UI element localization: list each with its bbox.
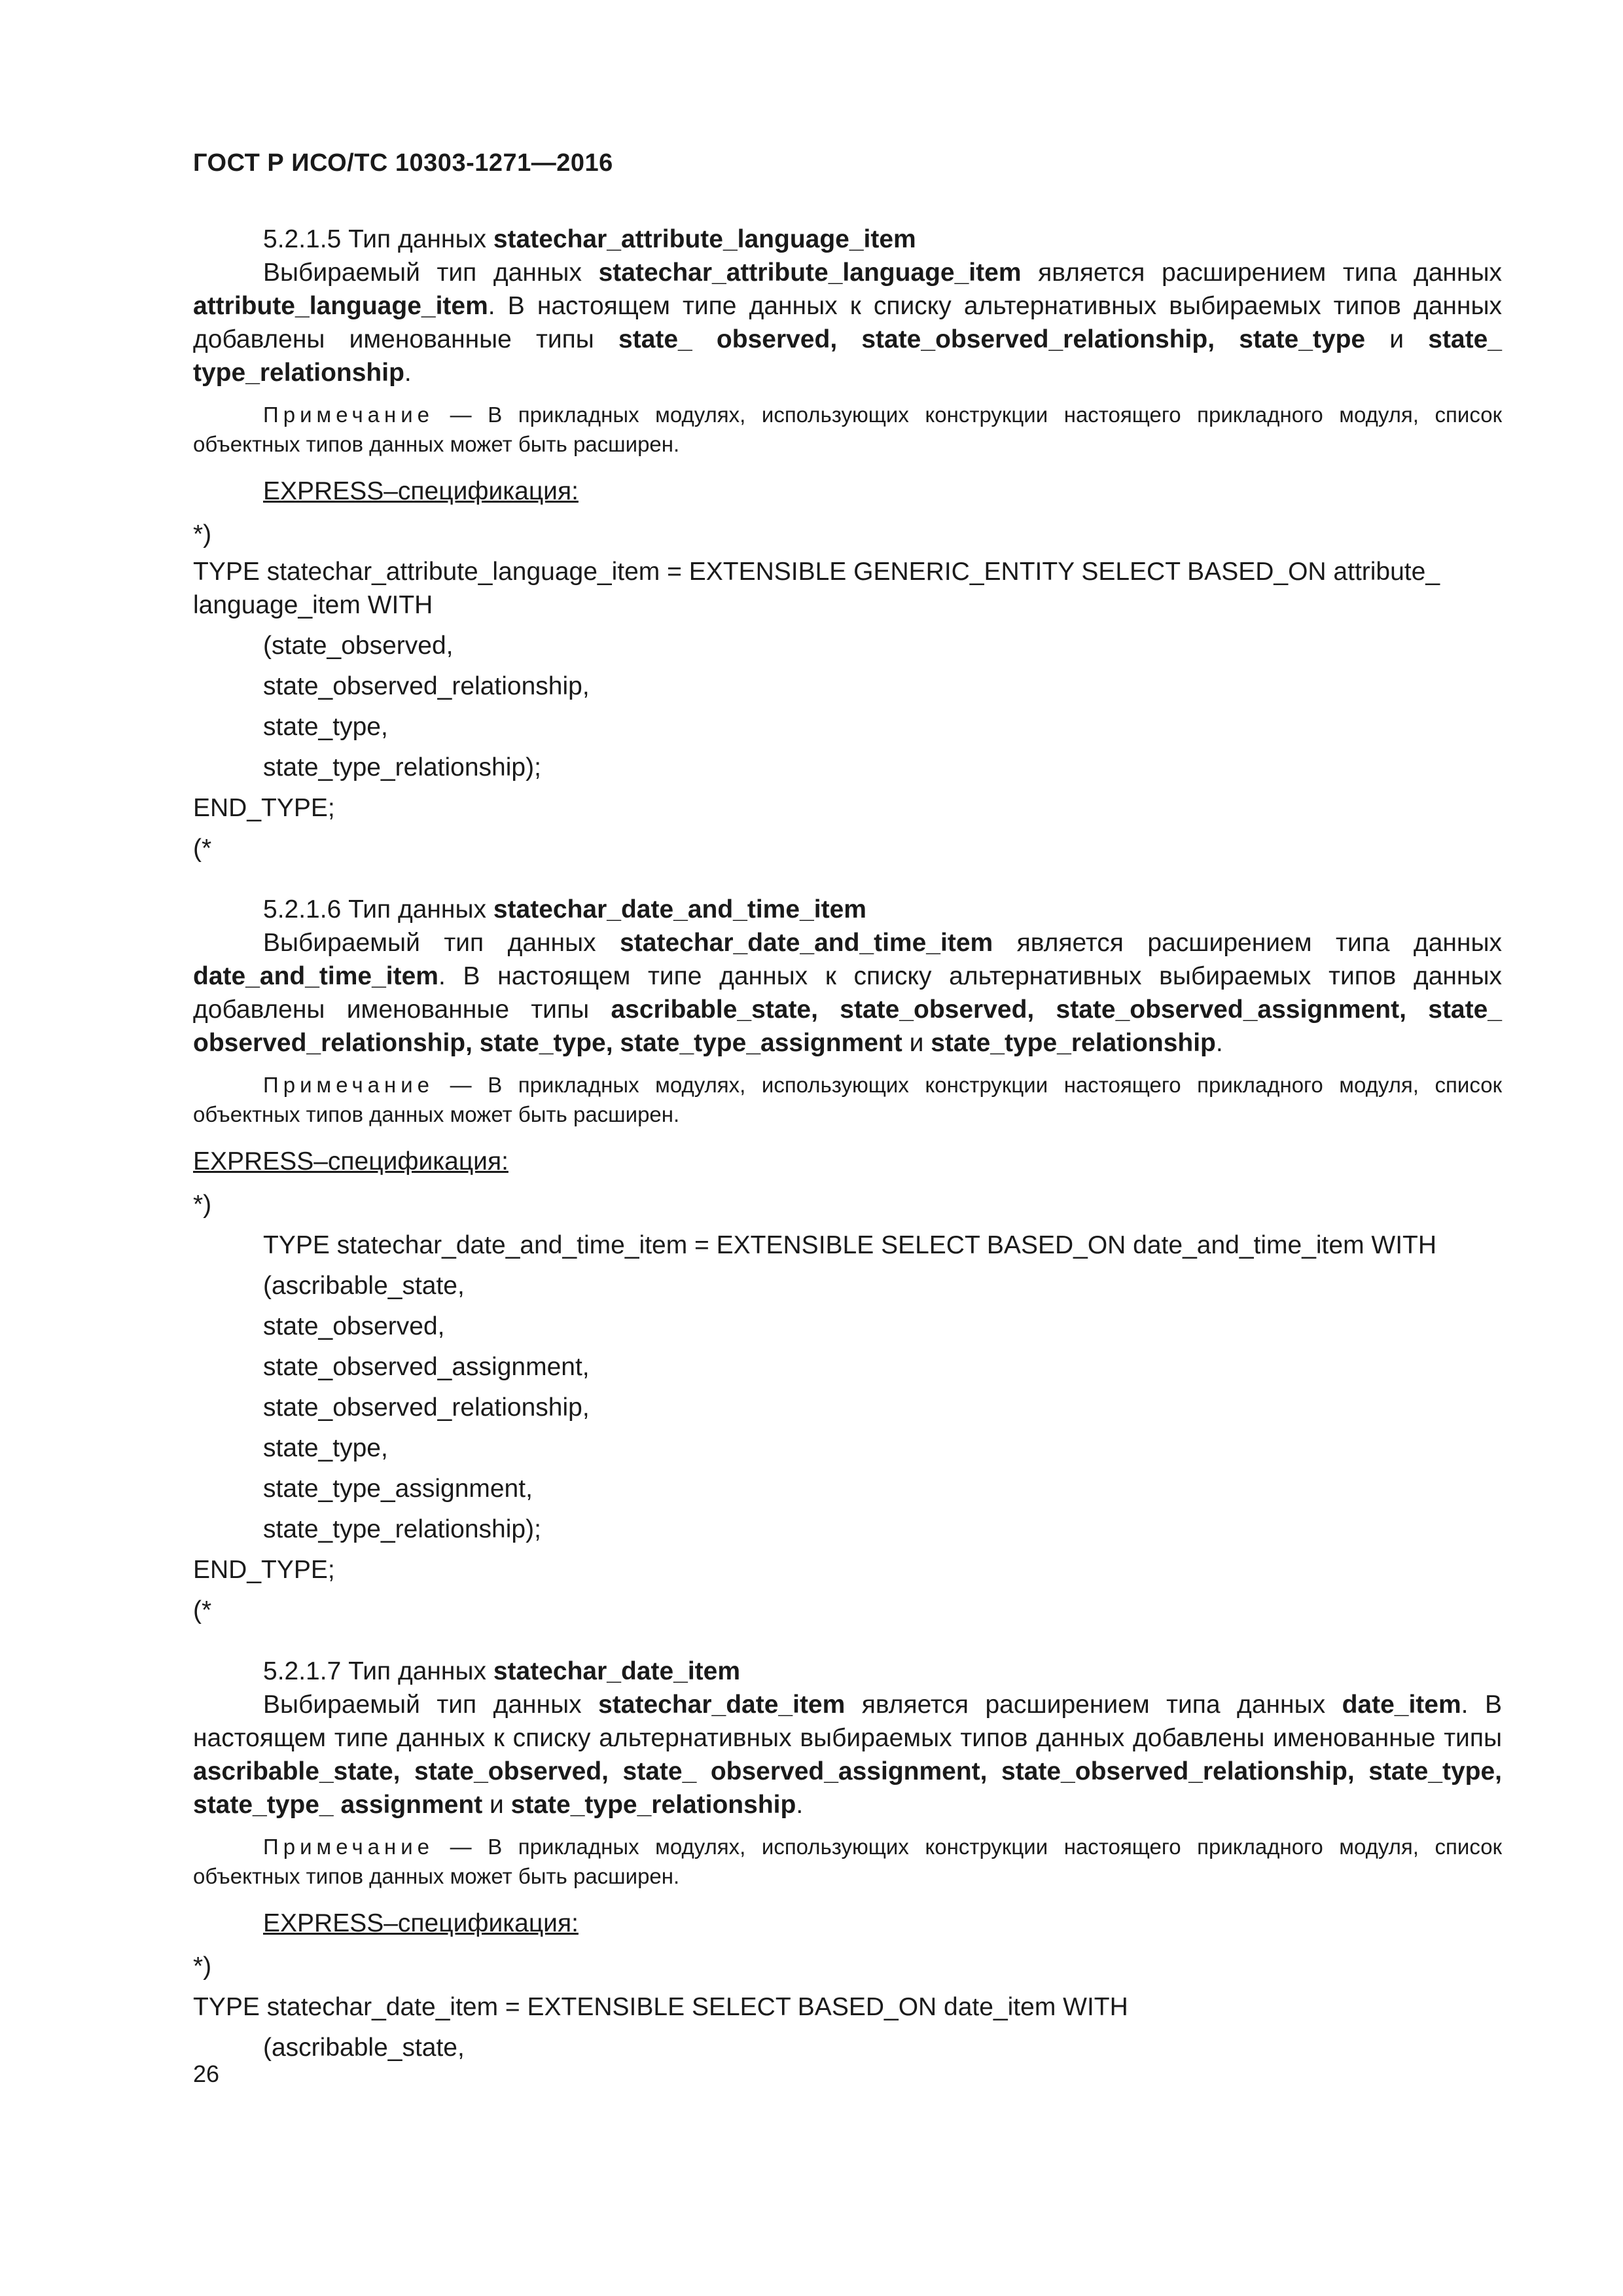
- code-type-declaration: TYPE statechar_date_and_time_item = EXTENSIBLE SELECT BASED_ON date_and_time_item WITH: [263, 1231, 1437, 1259]
- section-number: 5.2.1.6 Тип данных: [263, 895, 493, 924]
- note-text: — В прикладных модулях, использующих конструкции настоящего прикладного модуля, список объектных типов данных может быть расширен.: [193, 1073, 1502, 1126]
- type-name: statechar_date_and_time_item: [493, 895, 866, 924]
- paragraph-text: Выбираемый тип данных: [263, 1691, 599, 1719]
- code-item: (state_observed,: [263, 632, 454, 660]
- section-gap: [193, 1631, 1502, 1655]
- note-text: — В прикладных модулях, использующих конструкции настоящего прикладного модуля, список объектных типов данных может быть расширен.: [193, 1835, 1502, 1888]
- code-item: state_observed_relationship,: [263, 1393, 590, 1422]
- code-close: (*: [193, 1596, 212, 1624]
- paragraph-text: . В настоящем типе данных к списку альтернативных выбираемых типов данных добавлены именованные типы: [193, 292, 1502, 353]
- page-content: [193, 223, 1502, 2068]
- type-name: statechar_date_item: [493, 1657, 741, 1685]
- code-end: END_TYPE;: [193, 794, 335, 822]
- note-5-2-1-6: [193, 1070, 1502, 1129]
- document-header: ГОСТ Р ИСО/ТС 10303-1271—2016: [193, 149, 613, 177]
- code-item: state_type_assignment,: [263, 1475, 533, 1503]
- section-heading-5-2-1-7: [193, 1655, 1502, 1688]
- paragraph-text: .: [1215, 1029, 1223, 1057]
- section-paragraph-5-2-1-5: [193, 256, 1502, 389]
- paragraph-text: .: [796, 1791, 804, 1819]
- code-open: *): [193, 1952, 212, 1981]
- paragraph-text: является расширением типа данных: [1021, 259, 1502, 287]
- code-item: (ascribable_state,: [263, 1272, 465, 1300]
- section-number: 5.2.1.5 Тип данных: [263, 225, 493, 253]
- paragraph-text: и: [482, 1791, 511, 1819]
- base-type-name: date_and_time_item: [193, 962, 438, 990]
- base-type-name: attribute_language_item: [193, 292, 488, 320]
- added-types-list: ascribable_state, state_observed, state_observed_assignment, state_ observed_relationship, state_type, state_type_assignment: [193, 996, 1502, 1057]
- type-name: statechar_date_and_time_item: [620, 929, 993, 957]
- paragraph-text: Выбираемый тип данных: [263, 259, 599, 287]
- page-number: 26: [193, 2060, 220, 2087]
- section-paragraph-5-2-1-6: [193, 926, 1502, 1060]
- added-types-last: state_ type_relationship: [193, 325, 1502, 387]
- type-name: statechar_date_item: [598, 1691, 846, 1719]
- base-type-name: date_item: [1342, 1691, 1461, 1719]
- paragraph-text: Выбираемый тип данных: [263, 929, 620, 957]
- code-open: *): [193, 520, 212, 548]
- note-5-2-1-5: [193, 400, 1502, 459]
- code-close: (*: [193, 834, 212, 863]
- express-spec-label: EXPRESS–спецификация:: [193, 1147, 508, 1175]
- added-types-list: state_ observed, state_observed_relationship, state_type: [618, 325, 1366, 353]
- added-types-last: state_type_relationship: [510, 1791, 796, 1819]
- added-types-list: ascribable_state, state_observed, state_ observed_assignment, state_observed_relationship, state_type, state_type_ assignment: [193, 1757, 1502, 1819]
- express-spec-label: EXPRESS–спецификация:: [263, 1909, 579, 1937]
- code-item: state_observed,: [263, 1312, 445, 1340]
- code-item: state_observed_relationship,: [263, 672, 590, 700]
- code-item: state_observed_assignment,: [263, 1353, 590, 1381]
- section-heading-5-2-1-6: [193, 893, 1502, 926]
- paragraph-text: . В настоящем типе данных к списку альтернативных выбираемых типов данных добавлены именованные типы: [193, 962, 1502, 1024]
- note-label: Примечание: [263, 403, 435, 427]
- paragraph-text: и: [1365, 325, 1429, 353]
- section-gap: [193, 869, 1502, 893]
- code-type-declaration: TYPE statechar_date_item = EXTENSIBLE SELECT BASED_ON date_item WITH: [193, 1993, 1128, 2021]
- note-label: Примечание: [263, 1073, 435, 1097]
- note-text: — В прикладных модулях, использующих конструкции настоящего прикладного модуля, список объектных типов данных может быть расширен.: [193, 403, 1502, 456]
- note-5-2-1-7: [193, 1832, 1502, 1891]
- code-item: (ascribable_state,: [263, 2034, 465, 2062]
- paragraph-text: .: [404, 359, 412, 387]
- section-paragraph-5-2-1-7: [193, 1688, 1502, 1821]
- code-open: *): [193, 1191, 212, 1219]
- type-name: statechar_attribute_language_item: [598, 259, 1022, 287]
- code-type-declaration: TYPE statechar_attribute_language_item = EXTENSIBLE GENERIC_ENTITY SELECT BASED_ON attribute_ language_item WITH: [193, 558, 1440, 619]
- section-number: 5.2.1.7 Тип данных: [263, 1657, 493, 1685]
- type-name: statechar_attribute_language_item: [493, 225, 916, 253]
- code-item: state_type,: [263, 713, 388, 741]
- paragraph-text: является расширением типа данных: [993, 929, 1502, 957]
- code-item: state_type_relationship);: [263, 1515, 541, 1543]
- code-item: state_type,: [263, 1434, 388, 1462]
- paragraph-text: . В настоящем типе данных к списку альтернативных выбираемых типов данных добавлены именованные типы: [193, 1691, 1502, 1752]
- paragraph-text: является расширением типа данных: [845, 1691, 1342, 1719]
- express-spec-label: EXPRESS–спецификация:: [263, 477, 579, 505]
- note-label: Примечание: [263, 1835, 435, 1859]
- code-end: END_TYPE;: [193, 1556, 335, 1584]
- added-types-last: state_type_relationship: [931, 1029, 1216, 1057]
- code-item: state_type_relationship);: [263, 753, 541, 781]
- paragraph-text: и: [902, 1029, 931, 1057]
- section-heading-5-2-1-5: [193, 223, 1502, 256]
